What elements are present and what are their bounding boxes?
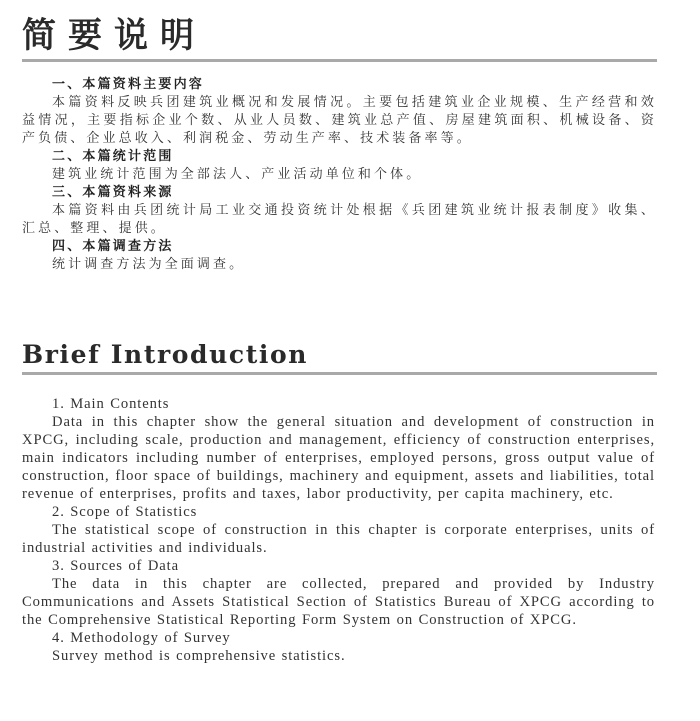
cn-heading-sources: 三、本篇资料来源 bbox=[52, 185, 174, 200]
cn-section-title: 简要说明 bbox=[22, 15, 206, 57]
cn-heading-main-contents: 一、本篇资料主要内容 bbox=[52, 77, 205, 92]
en-title-divider bbox=[22, 372, 657, 375]
en-heading-main-contents: 1. Main Contents bbox=[52, 396, 170, 412]
cn-title-divider bbox=[22, 59, 657, 62]
en-paragraph-methodology: Survey method is comprehensive statistics. bbox=[52, 648, 346, 664]
en-heading-methodology: 4. Methodology of Survey bbox=[52, 630, 231, 646]
en-section-body bbox=[22, 395, 655, 665]
cn-paragraph-methodology: 统计调查方法为全面调查。 bbox=[52, 257, 246, 272]
cn-heading-scope: 二、本篇统计范围 bbox=[52, 149, 174, 164]
cn-heading-methodology: 四、本篇调查方法 bbox=[52, 239, 174, 254]
en-heading-scope: 2. Scope of Statistics bbox=[52, 504, 198, 520]
en-heading-sources: 3. Sources of Data bbox=[52, 558, 179, 574]
cn-paragraph-sources: 本篇资料由兵团统计局工业交通投资统计处根据《兵团建筑业统计报表制度》收集、汇总、整理、提供。 bbox=[22, 203, 657, 236]
en-paragraph-sources: The data in this chapter are collected, prepared and provided by Industry Communications and Assets Statistical Section of Statistics Bureau of XPCG according to the Comprehensive Statistical Reporting Form System on Construction of XPCG. bbox=[22, 576, 655, 628]
cn-paragraph-main-contents: 本篇资料反映兵团建筑业概况和发展情况。主要包括建筑业企业规模、生产经营和效益情况，主要指标企业个数、从业人员数、建筑业总产值、房屋建筑面积、机械设备、资产负债、企业总收入、利润税金、劳动生产率、技术装备率等。 bbox=[22, 95, 657, 146]
cn-paragraph-scope: 建筑业统计范围为全部法人、产业活动单位和个体。 bbox=[52, 167, 423, 182]
en-paragraph-main-contents: Data in this chapter show the general situation and development of construction in XPCG, including scale, production and management, efficiency of construction enterprises, main indicators including number of enterprises, employed persons, gross output value of construction, floor space of buildings, machinery and equipment, assets and liabilities, total revenue of enterprises, profits and taxes, labor productivity, per capita machinery, etc. bbox=[22, 414, 655, 502]
cn-section-body bbox=[22, 76, 657, 274]
en-paragraph-scope: The statistical scope of construction in this chapter is corporate enterprises, units of industrial activities and individuals. bbox=[22, 522, 655, 556]
en-section-title: Brief Introduction bbox=[22, 340, 309, 369]
